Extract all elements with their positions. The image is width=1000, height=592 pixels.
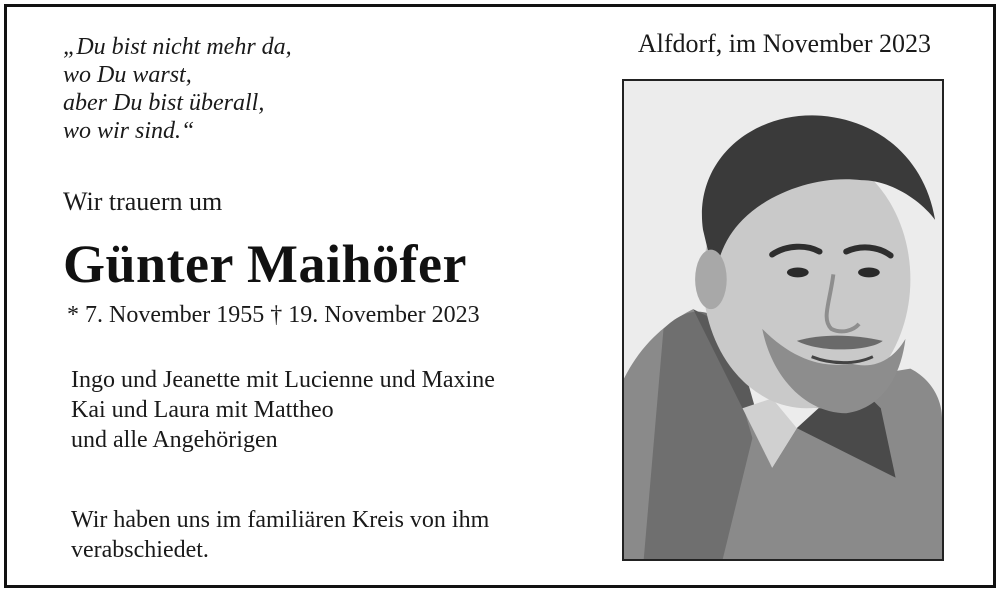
portrait-photo xyxy=(622,79,944,561)
intro-text: Wir trauern um xyxy=(63,187,223,216)
family-line: Kai und Laura mit Mattheo xyxy=(71,397,334,423)
obituary-frame xyxy=(4,4,996,588)
quote-block xyxy=(63,33,292,145)
place-date: Alfdorf, im November 2023 xyxy=(637,29,931,58)
quote-line: aber Du bist überall, xyxy=(63,90,265,116)
family-line: Ingo und Jeanette mit Lucienne und Maxine xyxy=(71,367,495,393)
quote-line: wo Du warst, xyxy=(63,62,192,88)
quote-line: „Du bist nicht mehr da, xyxy=(63,34,292,60)
family-line: und alle Angehörigen xyxy=(71,427,278,453)
eye-left xyxy=(787,267,809,277)
quote-line: wo wir sind.“ xyxy=(63,118,195,144)
deceased-name: Günter Maihöfer xyxy=(63,234,467,294)
life-dates: * 7. November 1955 † 19. November 2023 xyxy=(67,302,480,328)
eye-right xyxy=(858,267,880,277)
ear-shape xyxy=(695,250,727,310)
portrait-illustration xyxy=(624,81,942,559)
farewell-line: verabschiedet. xyxy=(71,537,209,563)
farewell-line: Wir haben uns im familiären Kreis von ihm xyxy=(71,507,490,533)
family-block xyxy=(71,365,495,455)
farewell-block xyxy=(71,505,489,565)
